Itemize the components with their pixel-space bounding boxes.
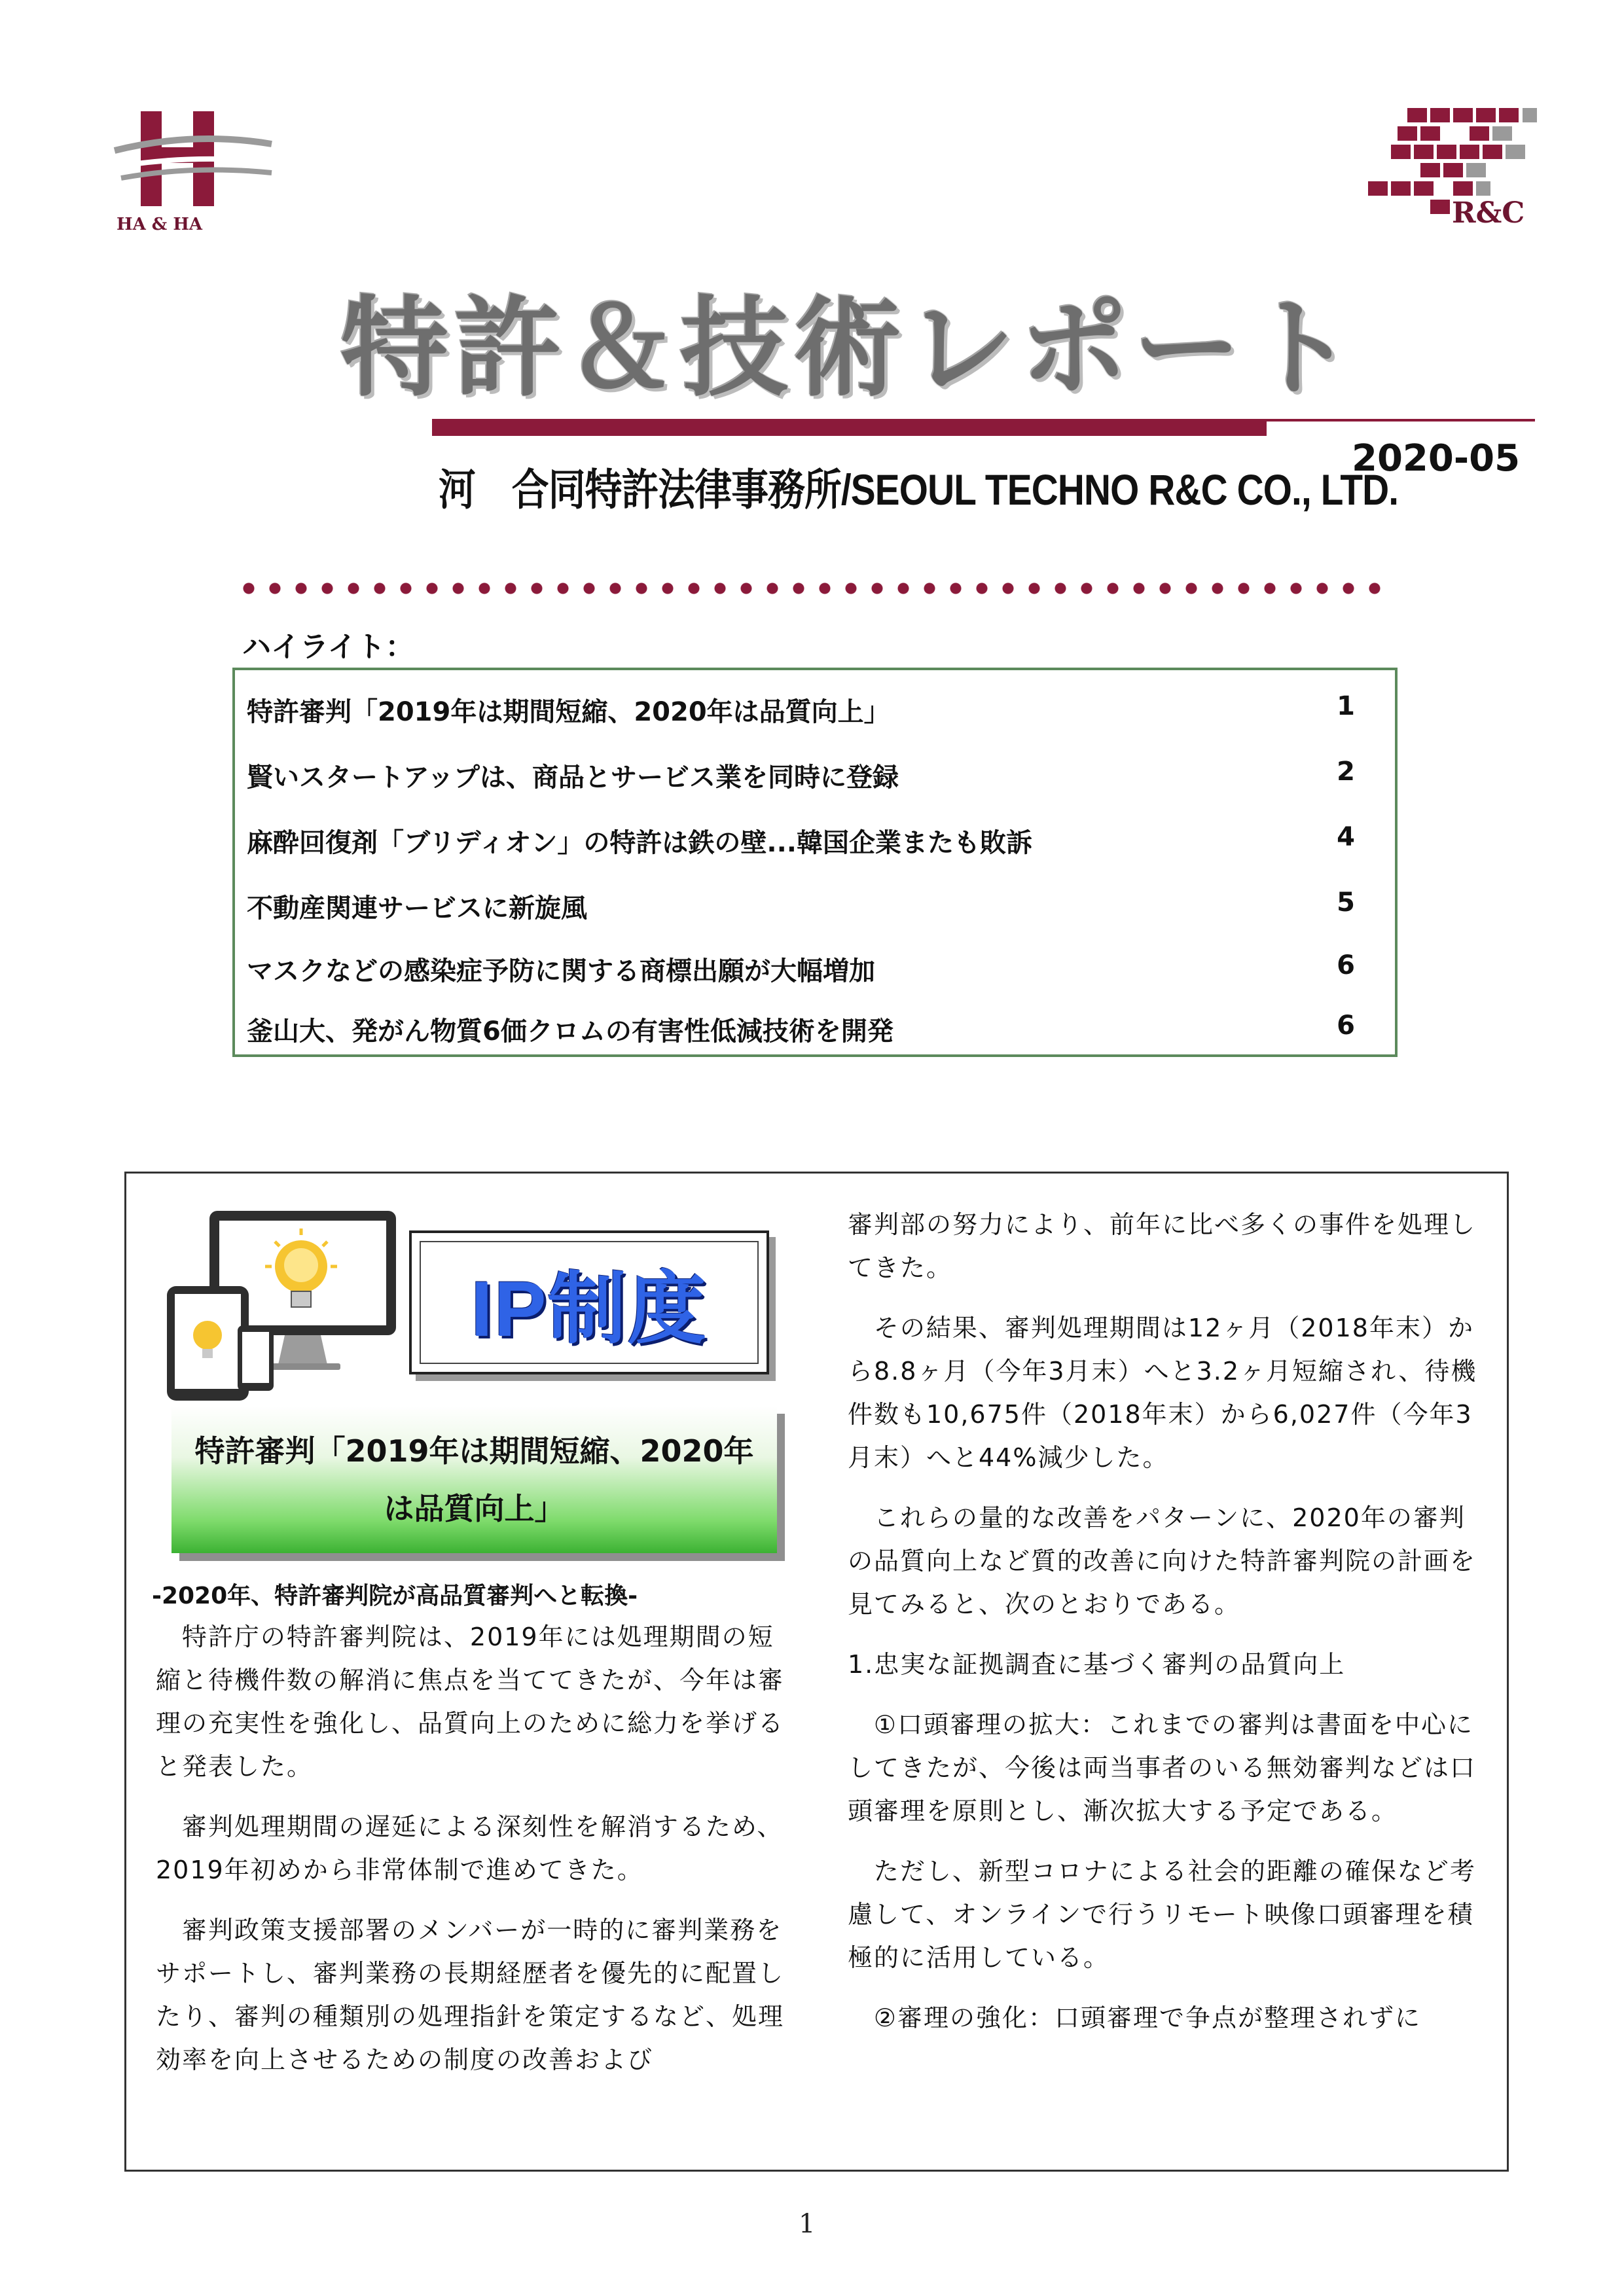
highlight-item[interactable] xyxy=(247,950,1359,990)
dotted-divider xyxy=(236,581,1388,596)
highlight-page: 5 xyxy=(1337,888,1355,918)
devices-lightbulb-icon xyxy=(167,1208,403,1404)
highlight-page: 6 xyxy=(1337,950,1355,980)
headline-line-1: 特許審判「2019年は期間短縮、2020年 xyxy=(194,1433,754,1469)
paragraph: ②審理の強化：口頭審理で争点が整理されずに xyxy=(873,2003,1421,2032)
paragraph: その結果、審判処理期間は12ヶ月（2018年末）から8.8ヶ月（今年3月末）へと3.2ヶ月短縮され、待機件数も10,675件（2018年末）から6,027件（今年3月末）へと44%減少した。 xyxy=(848,1314,1477,1472)
paragraph: ただし、新型コロナによる社会的距離の確保など考慮して、オンラインで行うリモート映像口頭審理を積極的に活用している。 xyxy=(848,1857,1476,1972)
highlights-label: ハイライト： xyxy=(242,630,414,664)
paragraph-continuation: 審判部の努力により、前年に比べ多くの事件を処理してきた。 xyxy=(848,1210,1477,1282)
item-heading: 1.忠実な証拠調査に基づく審判の品質向上 xyxy=(848,1650,1346,1679)
ip-banner-inner xyxy=(420,1241,759,1364)
ha-and-ha-caption: HA & HA xyxy=(117,215,203,234)
r-and-c-caption: R&C xyxy=(1452,196,1525,230)
report-title: 特許＆技術レポート xyxy=(340,285,1360,411)
paragraph: 特許庁の特許審判院は、2019年には処理期間の短縮と待機件数の解消に焦点を当ててきたが、今年は審理の充実性を強化し、品質向上のために総力を挙げると発表した。 xyxy=(156,1623,785,1781)
highlight-page: 1 xyxy=(1337,691,1355,721)
highlight-page: 4 xyxy=(1337,822,1355,852)
highlight-item[interactable] xyxy=(247,757,1359,796)
highlight-title: マスクなどの感染症予防に関する商標出願が大幅増加 xyxy=(247,956,875,986)
highlight-title: 特許審判「2019年は期間短縮、2020年は品質向上」 xyxy=(247,697,890,727)
highlight-title: 不動産関連サービスに新旋風 xyxy=(247,893,587,924)
header-rule-thick xyxy=(432,419,1267,436)
article-right-column xyxy=(848,1203,1486,2056)
header-rule-thin xyxy=(1267,419,1535,422)
paragraph: 審判政策支援部署のメンバーが一時的に審判業務をサポートし、審判業務の長期経歴者を優先的に配置したり、審判の種類別の処理指針を策定するなど、処理効率を向上させるための制度の改善および xyxy=(156,1916,785,2074)
firm-name: 河 合同特許法律事務所/SEOUL TECHNO R&C CO., LTD. xyxy=(439,465,1399,514)
highlight-item[interactable] xyxy=(247,691,1359,730)
ip-banner-text: IP制度 xyxy=(471,1265,708,1353)
highlight-item[interactable] xyxy=(247,822,1359,861)
highlight-page: 2 xyxy=(1337,757,1355,787)
article-left-column xyxy=(156,1615,784,2098)
highlight-title: 賢いスタートアップは、商品とサービス業を同時に登録 xyxy=(247,762,899,793)
paragraph: ①口頭審理の拡大：これまでの審判は書面を中心にしてきたが、今後は両当事者のいる無効審判などは口頭審理を原則とし、漸次拡大する予定である。 xyxy=(848,1710,1477,1825)
page-number: 1 xyxy=(799,2209,816,2239)
highlight-title: 麻酔回復剤「ブリディオン」の特許は鉄の壁...韓国企業またも敗訴 xyxy=(247,828,1032,858)
issue-date: 2020-05 xyxy=(1352,437,1521,480)
paragraph: 審判処理期間の遅延による深刻性を解消するため、2019年初めから非常体制で進めてきた。 xyxy=(156,1812,784,1884)
ip-system-banner xyxy=(409,1230,769,1374)
headline-line-2: は品質向上」 xyxy=(384,1490,565,1526)
article-headline-box xyxy=(171,1406,777,1553)
highlight-item[interactable] xyxy=(247,1011,1359,1050)
highlight-page: 6 xyxy=(1337,1011,1355,1041)
article-subheading: -2020年、特許審判院が高品質審判へと転換- xyxy=(152,1583,638,1609)
article-headline xyxy=(194,1422,753,1537)
highlight-title: 釜山大、発がん物質6価クロムの有害性低減技術を開発 xyxy=(247,1016,893,1047)
highlights-box xyxy=(232,668,1398,1057)
highlight-item[interactable] xyxy=(247,888,1359,927)
paragraph: これらの量的な改善をパターンに、2020年の審判の品質向上など質的改善に向けた特許審判院の計画を見てみると、次のとおりである。 xyxy=(848,1503,1477,1619)
